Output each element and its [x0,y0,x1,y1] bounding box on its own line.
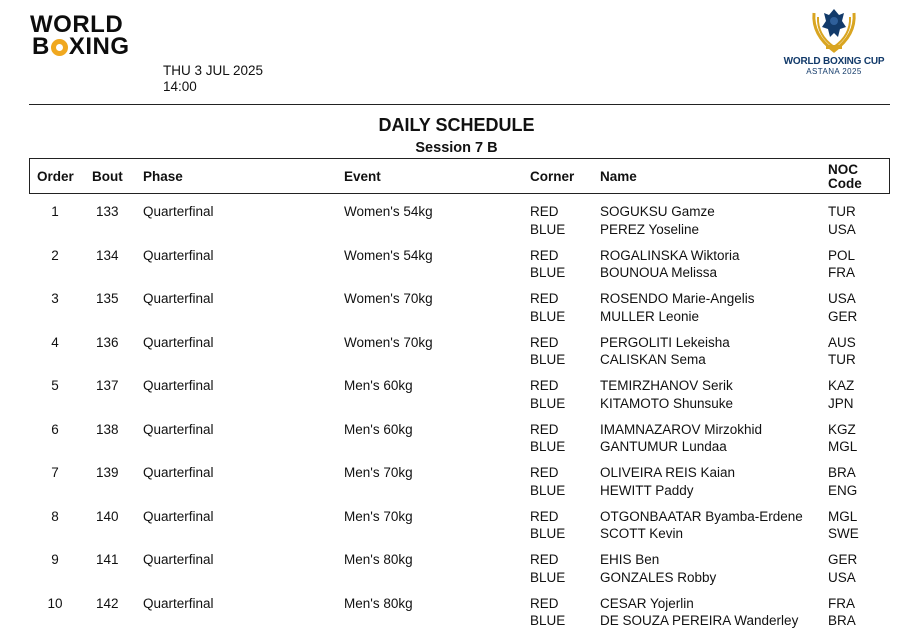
red-noc-code: BRA [828,465,856,480]
blue-noc-code: BRA [828,613,856,628]
blue-corner: BLUE [530,439,566,454]
red-boxer-name: IMAMNAZAROV Mirzokhid [600,421,763,437]
red-noc-code: FRA [828,595,855,611]
table-row [0,551,913,585]
bout-phase: Quarterfinal [143,508,214,524]
bout-order: 6 [51,421,59,437]
bout-order: 7 [51,465,59,480]
blue-boxer-name: MULLER Leonie [600,308,700,324]
red-noc-code: KGZ [828,421,856,437]
blue-corner: BLUE [530,265,566,280]
bout-number: 141 [96,552,119,567]
blue-corner: BLUE [530,395,566,411]
bout-event: Men's 60kg [344,378,413,393]
column-header-noc [828,163,862,191]
red-noc-code: TUR [828,204,856,219]
red-corner: RED [530,247,559,263]
red-boxer-name: TEMIRZHANOV Serik [600,378,733,393]
session-title: Session 7 B [415,140,498,156]
blue-noc-code: ENG [828,482,858,498]
column-header-order: Order [37,169,74,184]
bout-phase: Quarterfinal [143,465,214,480]
bout-phase: Quarterfinal [143,595,214,611]
bout-order: 2 [51,247,59,263]
red-boxer-name: OTGONBAATAR Byamba-Erdene [600,508,803,524]
bout-event: Men's 70kg [344,465,413,480]
blue-noc-code: SWE [828,526,859,541]
logo-text-line1: WORLD [30,11,124,38]
schedule-time: 14:00 [163,79,197,94]
bout-number: 140 [96,508,119,524]
red-corner: RED [530,421,559,437]
table-row [0,377,913,411]
bout-order: 3 [51,291,59,306]
red-corner: RED [530,552,559,567]
blue-boxer-name: GONZALES Robby [600,569,717,585]
bout-number: 135 [96,291,119,306]
date-time-block [163,63,263,95]
blue-corner: BLUE [530,526,566,541]
red-boxer-name: ROSENDO Marie-Angelis [600,291,755,306]
blue-corner: BLUE [530,482,566,498]
red-corner: RED [530,508,559,524]
blue-corner: BLUE [530,221,566,237]
bout-phase: Quarterfinal [143,421,214,437]
table-row [0,508,913,542]
bout-number: 139 [96,465,119,480]
bout-event: Women's 70kg [344,334,433,350]
bout-order: 8 [51,508,59,524]
bout-order: 1 [51,204,59,219]
bout-number: 133 [96,204,119,219]
bout-phase: Quarterfinal [143,204,214,219]
column-header-corner: Corner [530,169,575,184]
bout-number: 138 [96,421,119,437]
bout-event: Men's 80kg [344,595,413,611]
red-boxer-name: SOGUKSU Gamze [600,204,715,219]
red-corner: RED [530,334,559,350]
bout-order: 10 [47,595,63,611]
blue-boxer-name: DE SOUZA PEREIRA Wanderley [600,613,799,628]
page-title: DAILY SCHEDULE [378,115,535,135]
blue-noc-code: GER [828,308,858,324]
table-row [0,203,913,237]
bout-order: 5 [51,378,59,393]
table-row [0,595,913,629]
column-header-event: Event [344,169,381,184]
column-header-phase: Phase [143,169,183,184]
world-boxing-logo [30,11,170,62]
red-boxer-name: EHIS Ben [600,552,660,567]
bout-order: 9 [51,552,59,567]
logo-ring-icon [51,39,68,56]
red-corner: RED [530,291,559,306]
red-boxer-name: PERGOLITI Lekeisha [600,334,730,350]
bout-number: 134 [96,247,119,263]
bout-event: Men's 60kg [344,421,413,437]
blue-boxer-name: CALISKAN Sema [600,352,706,367]
blue-noc-code: JPN [828,395,854,411]
red-corner: RED [530,595,559,611]
column-header-noc-line1: NOC [828,162,858,177]
blue-noc-code: FRA [828,265,855,280]
table-row [0,247,913,281]
column-header-bout: Bout [92,169,123,184]
blue-boxer-name: KITAMOTO Shunsuke [600,395,734,411]
bout-event: Women's 54kg [344,247,433,263]
red-corner: RED [530,378,559,393]
blue-noc-code: MGL [828,439,858,454]
cup-title: WORLD BOXING CUP [783,56,885,67]
red-noc-code: USA [828,291,856,306]
bout-event: Men's 80kg [344,552,413,567]
logo-text-xing: XING [68,33,130,60]
red-corner: RED [530,204,559,219]
bout-number: 142 [96,595,119,611]
table-row [0,464,913,498]
blue-noc-code: USA [828,221,856,237]
blue-boxer-name: BOUNOUA Melissa [600,265,718,280]
bout-event: Women's 54kg [344,204,433,219]
red-noc-code: AUS [828,334,856,350]
header-divider [29,104,890,105]
blue-noc-code: USA [828,569,856,585]
cup-subtitle: ASTANA 2025 [806,67,862,76]
blue-boxer-name: HEWITT Paddy [600,482,694,498]
red-noc-code: GER [828,552,858,567]
blue-corner: BLUE [530,308,566,324]
world-boxing-cup-logo [778,5,890,81]
logo-text-b: B [32,33,50,60]
red-noc-code: MGL [828,508,858,524]
schedule-date: THU 3 JUL 2025 [163,63,264,78]
table-row [0,290,913,324]
table-row [0,334,913,368]
bout-phase: Quarterfinal [143,247,214,263]
bout-event: Women's 70kg [344,291,433,306]
column-header-noc-line2: Code [828,176,862,191]
red-boxer-name: ROGALINSKA Wiktoria [600,247,740,263]
blue-boxer-name: GANTUMUR Lundaa [600,439,727,454]
red-corner: RED [530,465,559,480]
red-boxer-name: OLIVEIRA REIS Kaian [600,465,736,480]
red-noc-code: KAZ [828,378,855,393]
blue-corner: BLUE [530,352,566,367]
bout-phase: Quarterfinal [143,334,214,350]
logo-text-line2 [32,33,130,60]
blue-boxer-name: SCOTT Kevin [600,526,684,541]
column-header-name: Name [600,169,637,184]
bout-event: Men's 70kg [344,508,413,524]
bout-number: 137 [96,378,119,393]
bout-number: 136 [96,334,119,350]
bout-order: 4 [51,334,59,350]
cup-emblem-icon [806,5,862,55]
table-row [0,421,913,455]
red-boxer-name: CESAR Yojerlin [600,595,694,611]
red-noc-code: POL [828,247,856,263]
blue-boxer-name: PEREZ Yoseline [600,221,700,237]
bout-phase: Quarterfinal [143,552,214,567]
blue-noc-code: TUR [828,352,856,367]
blue-corner: BLUE [530,613,566,628]
bout-phase: Quarterfinal [143,378,214,393]
blue-corner: BLUE [530,569,566,585]
bout-phase: Quarterfinal [143,291,214,306]
